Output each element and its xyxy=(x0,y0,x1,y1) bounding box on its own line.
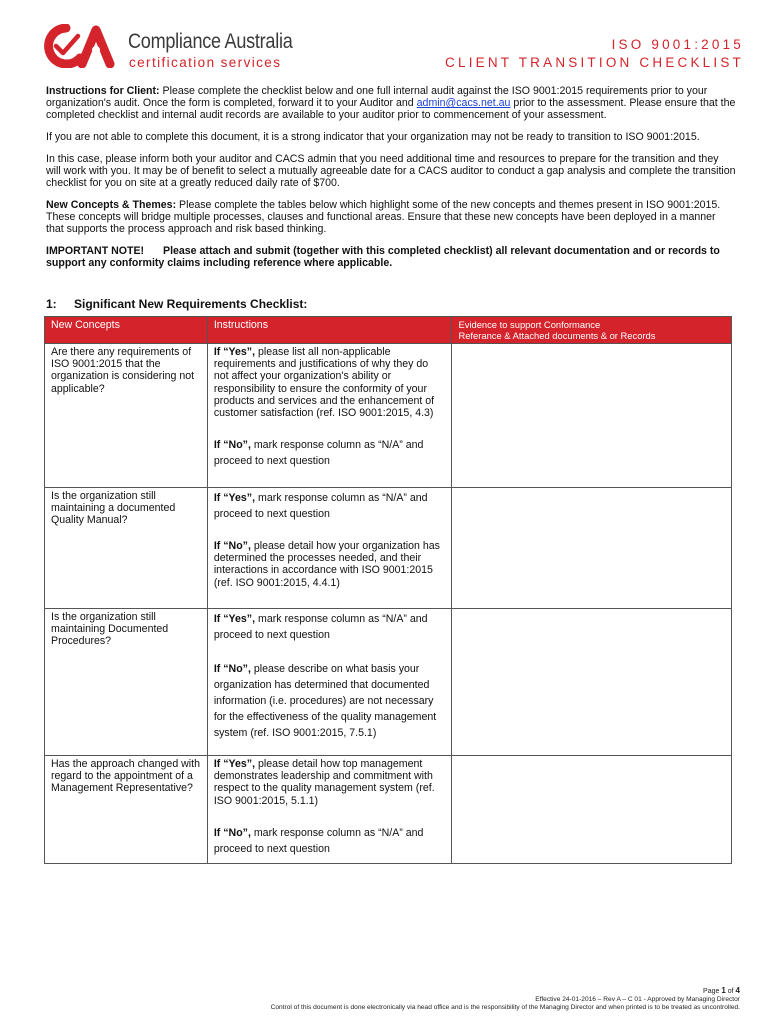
revision-info: Effective 24-01-2016 – Rev A – C 01 - Approved by Managing Director xyxy=(535,996,740,1003)
instruction-no xyxy=(214,540,446,589)
instructions-cell xyxy=(207,756,452,864)
header-evidence xyxy=(452,317,732,344)
table-header-row xyxy=(45,317,732,344)
new-concepts-paragraph xyxy=(46,199,736,235)
requirements-checklist-table xyxy=(44,316,732,864)
evidence-response-cell[interactable] xyxy=(452,609,732,756)
new-concepts-label: New Concepts & Themes: xyxy=(46,199,177,211)
page-of: of xyxy=(727,988,734,995)
important-note-label: IMPORTANT NOTE! xyxy=(46,245,145,257)
page-footer xyxy=(271,987,740,1012)
yes-label: If “Yes”, xyxy=(213,346,256,358)
header-new-concepts: New Concepts xyxy=(45,317,208,344)
no-text: please detail how your organization has determined the processes needed, and their interactions in accordance with ISO 9001:2015 (ref. ISO 9001:2015, 4.4.1) xyxy=(213,540,440,589)
page-number xyxy=(271,987,740,996)
table-row xyxy=(45,609,732,756)
control-statement: Control of this document is done electronically via head office and is the responsibility of the Managing Director and when printed is to be treated as uncontrolled. xyxy=(270,1004,740,1011)
instruction-no xyxy=(214,437,446,469)
table-row xyxy=(45,344,732,488)
page-current: 1 xyxy=(721,986,726,995)
page-header xyxy=(44,22,744,78)
yes-text: please list all non-applicable requirements and justifications of why they do not affect your organization's ability or responsibility to ensure the conformity of your products and services and the enhancement of customer satisfaction (ref. ISO 9001:2015, 4.3) xyxy=(213,346,435,420)
no-text: mark response column as “N/A” and proceed to next question xyxy=(213,439,424,468)
yes-label: If “Yes”, xyxy=(213,758,256,770)
header-evidence-line1: Evidence to support Conformance xyxy=(458,319,601,330)
header-instructions: Instructions xyxy=(207,317,452,344)
no-label: If “No”, xyxy=(213,663,251,675)
instructions-cell xyxy=(207,488,452,609)
company-name: Compliance Australia xyxy=(128,30,293,53)
ca-logo-mark-icon xyxy=(44,24,124,68)
concept-cell: Is the organization still maintaining a documented Quality Manual? xyxy=(45,488,208,609)
concept-cell: Are there any requirements of ISO 9001:2015 that the organization is considering not applicable? xyxy=(45,344,208,488)
section-heading xyxy=(46,297,307,311)
section-number: 1: xyxy=(46,297,57,311)
company-subtitle: certification services xyxy=(129,55,282,70)
instructions-cell xyxy=(207,609,452,756)
instructions-text-a: Please complete the checklist below and one full internal audit against the ISO 9001:2015 requirements prior to your organization's audit. Once the form is completed, forward it to your Auditor and xyxy=(46,85,708,109)
company-logo xyxy=(44,22,304,72)
concept-cell: Is the organization still maintaining Documented Procedures? xyxy=(45,609,208,756)
table-row xyxy=(45,756,732,864)
evidence-response-cell[interactable] xyxy=(452,344,732,488)
concept-cell: Has the approach changed with regard to the appointment of a Management Representative? xyxy=(45,756,208,864)
section-title: Significant New Requirements Checklist: xyxy=(74,297,308,311)
instructions-section xyxy=(46,85,736,279)
important-note-text: Please attach and submit (together with this completed checklist) all relevant documentation and or records to support any conformity claims including reference where applicable. xyxy=(46,245,720,269)
instructions-cell xyxy=(207,344,452,488)
yes-text: mark response column as “N/A” and proceed to next question xyxy=(213,492,428,520)
important-note-paragraph xyxy=(46,245,736,269)
page-total: 4 xyxy=(735,986,740,995)
instructions-text-b: prior to the assessment. Please ensure that the completed checklist and internal audit records are available to your auditor prior to commencement of your assessment. xyxy=(46,97,736,121)
no-text: mark response column as “N/A” and proceed to next question xyxy=(213,826,424,855)
evidence-response-cell[interactable] xyxy=(452,756,732,864)
instruction-yes xyxy=(214,490,446,522)
yes-text: please detail how top management demonstrates leadership and commitment with respect to the quality management system (ref. ISO 9001:2015, 5.1.1) xyxy=(213,758,435,807)
instruction-no xyxy=(214,661,446,741)
yes-label: If “Yes”, xyxy=(213,492,256,504)
page-word: Page xyxy=(703,988,720,995)
instruction-no xyxy=(214,825,446,857)
admin-email-link[interactable]: admin@cacs.net.au xyxy=(416,97,511,109)
evidence-response-cell[interactable] xyxy=(452,488,732,609)
instruction-yes xyxy=(214,758,446,807)
yes-label: If “Yes”, xyxy=(213,613,256,625)
header-evidence-line2: Referance & Attached documents & or Records xyxy=(458,330,656,341)
instructions-label: Instructions for Client: xyxy=(46,85,160,97)
document-title-line1: ISO 9001:2015 xyxy=(611,37,744,52)
instruction-yes xyxy=(214,611,446,643)
yes-text: mark response column as “N/A” and proceed to next question xyxy=(213,613,428,641)
no-label: If “No”, xyxy=(213,826,251,839)
no-label: If “No”, xyxy=(213,540,251,552)
no-text: please describe on what basis your organization has determined that documented information (i.e. procedures) are not necessary for the effectiveness of the quality management system (ref. ISO 9001:2015, 7.5.1) xyxy=(213,663,437,739)
instructions-paragraph xyxy=(46,85,736,121)
new-concepts-text: Please complete the tables below which highlight some of the new concepts and themes present in ISO 9001:2015. These concepts will bridge multiple processes, clauses and functional areas. Ensure that these new concepts have been deployed in a manner that supports the process approach and risk based thinking. xyxy=(46,199,721,235)
document-title xyxy=(445,36,744,72)
no-label: If “No”, xyxy=(213,439,251,452)
document-title-line2: CLIENT TRANSITION CHECKLIST xyxy=(445,55,744,70)
instruction-yes xyxy=(214,346,446,419)
table-row xyxy=(45,488,732,609)
readiness-paragraph: If you are not able to complete this document, it is a strong indicator that your organization may not be ready to transition to ISO 9001:2015. xyxy=(46,131,700,143)
gap-analysis-paragraph: In this case, please inform both your auditor and CACS admin that you need additional time and resources to prepare for the transition and they will work with you. It may be of benefit to select a mutually agreeable date for a CACS auditor to conduct a gap analysis and complete the transition checklist for you on site at a greatly reduced daily rate of $700. xyxy=(46,153,736,189)
